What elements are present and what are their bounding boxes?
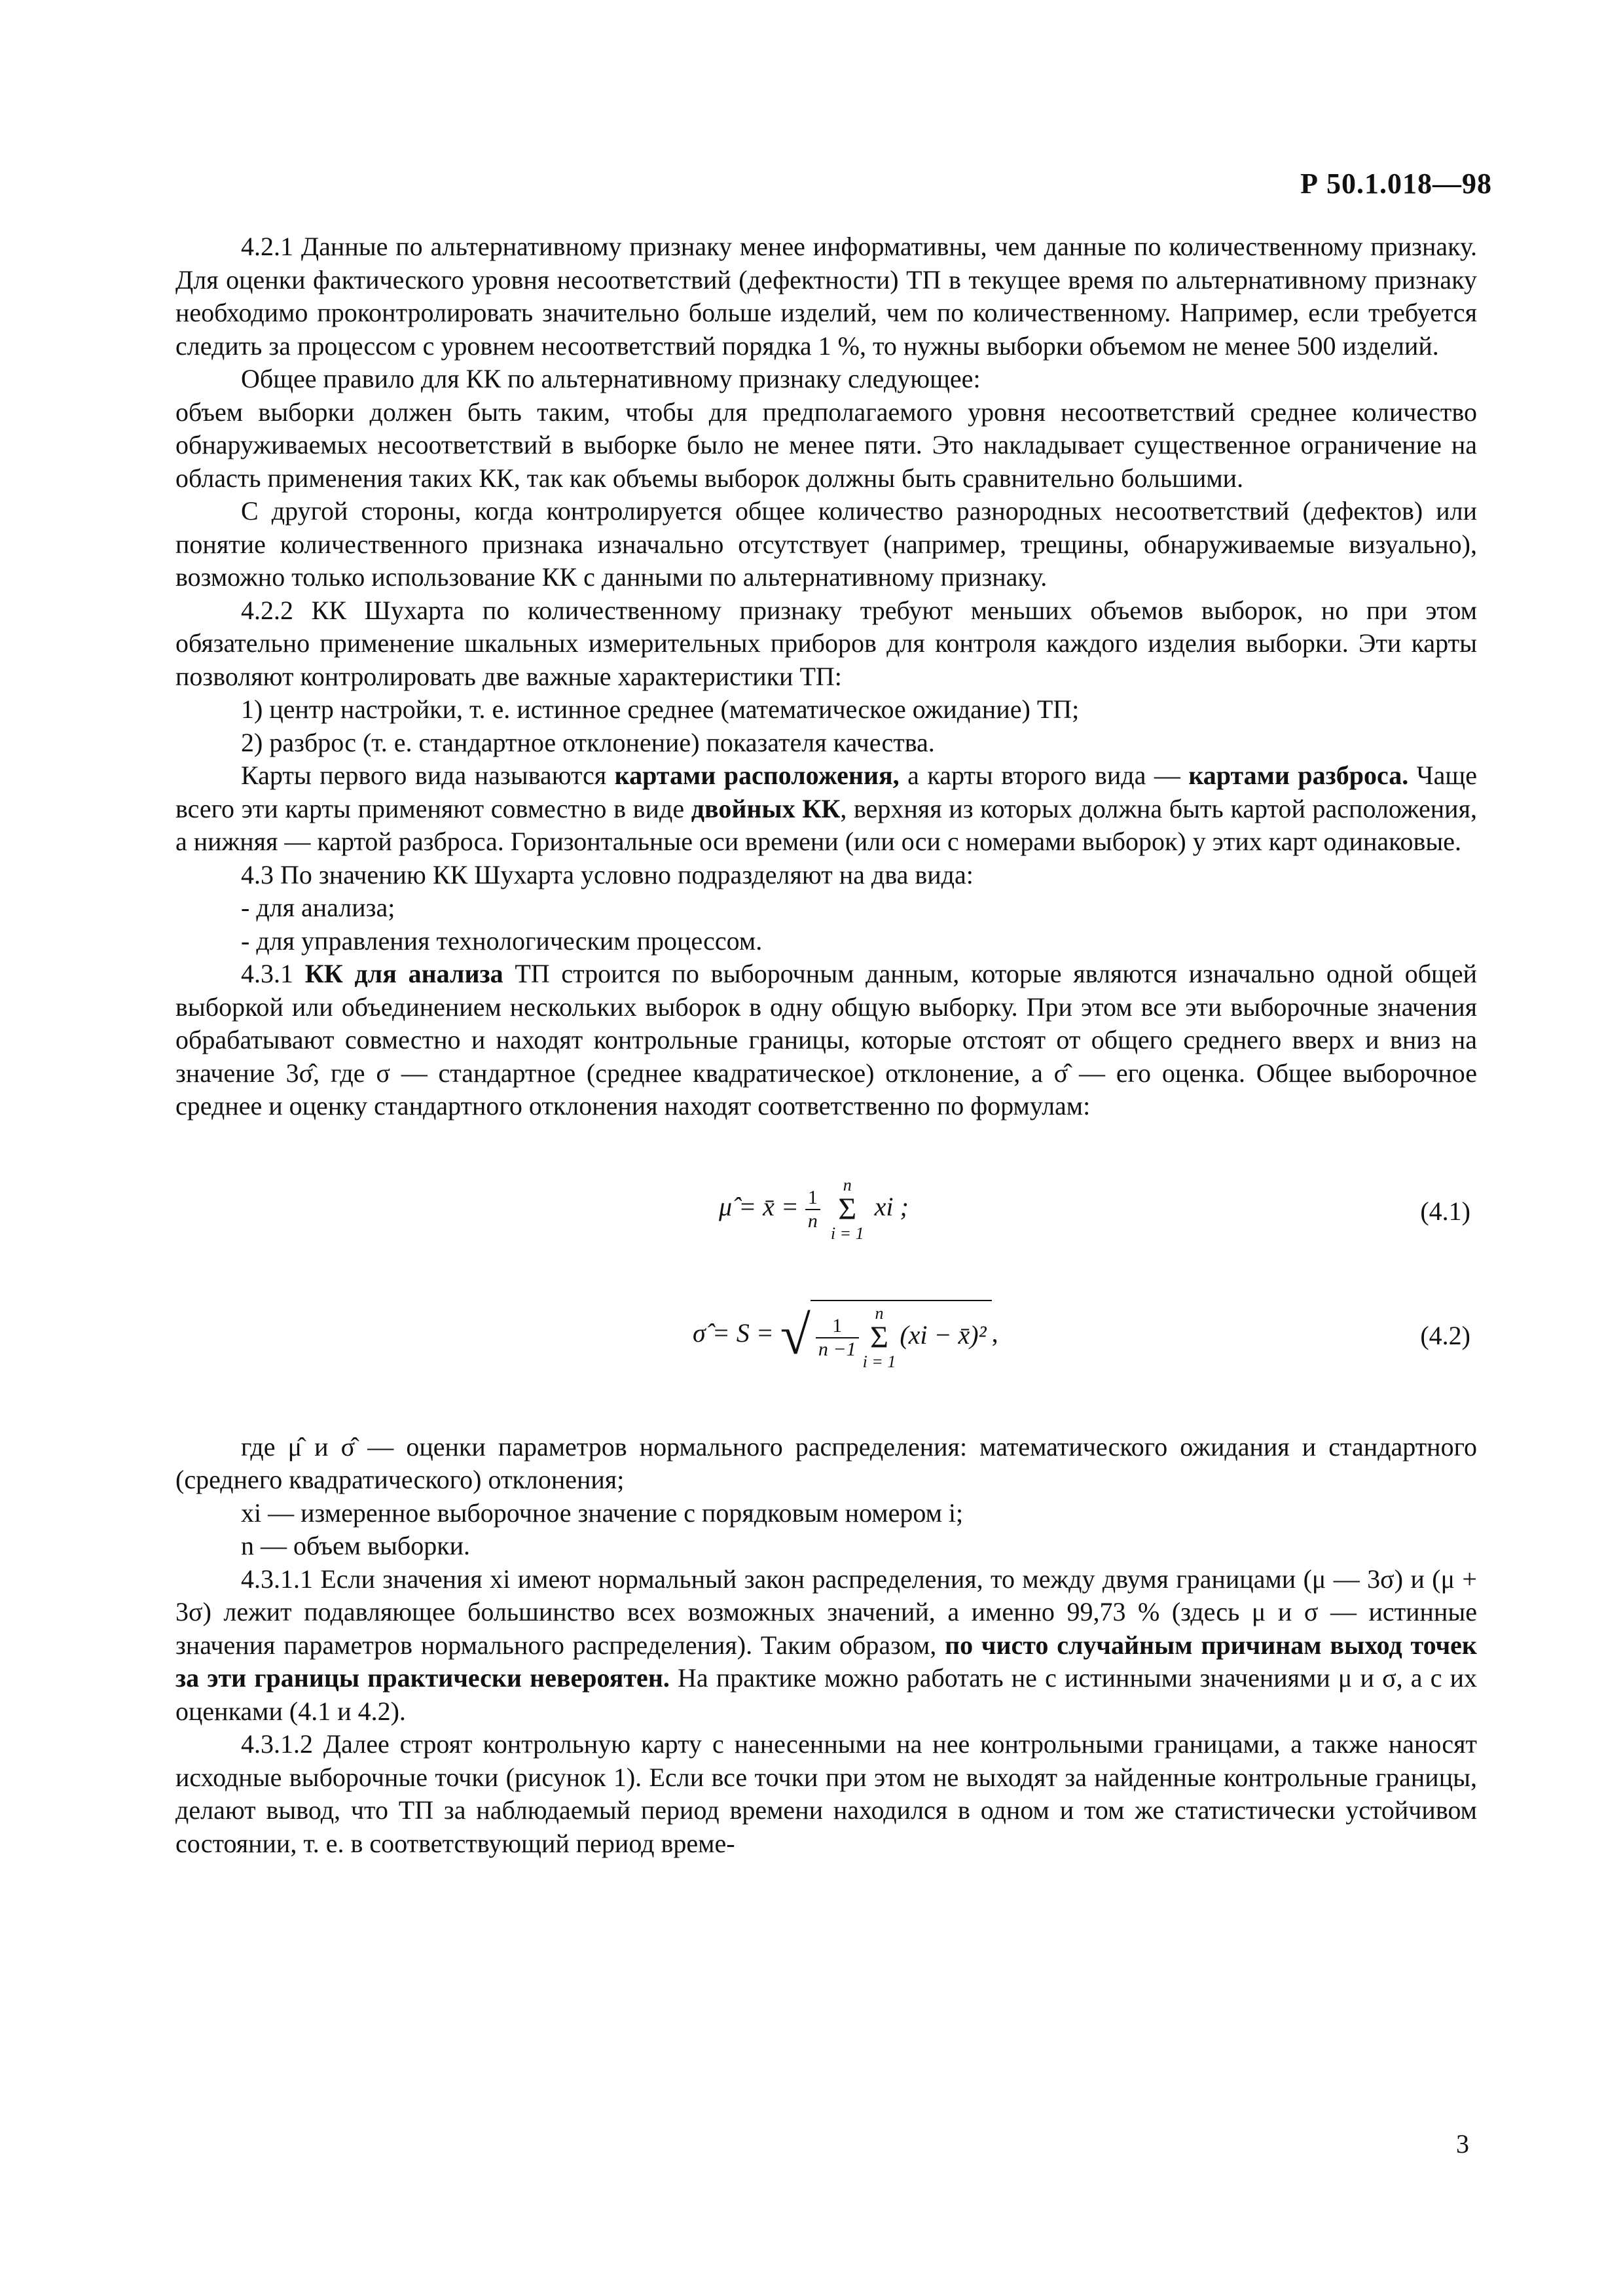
fraction (805, 1187, 820, 1232)
paragraph: объем выборки должен быть таким, чтобы для предполагаемого уровня несоответствий среднее количество обнаруживаемых несоответствий в выборке было не менее пяти. Это накладывает существенное ограничение на область применения таких КК, так как объемы выборок должны быть сравнительно большими. (175, 397, 1477, 493)
formula-lhs: σ̂ = S = (693, 1318, 774, 1348)
text-run: ТП строится по выборочным данным, которые являются изначально одной общей выборкой или объединением нескольких выборок в одну общую выборку. При этом все эти выборочные значения обрабатывают совместно и находят контрольные границы, которые отстоят от общего среднего вверх и вниз на значение 3σ̂, где σ — стандартное (среднее квадратическое) отклонение, а σ̂ — его оценка. Общее выборочное среднее и оценку стандартного отклонения находят соответственно по формулам: (175, 959, 1478, 1121)
fraction-numerator: 1 (805, 1187, 820, 1210)
text-run: Карты первого вида называются (241, 761, 615, 790)
paragraph (175, 958, 1477, 1123)
sigma-symbol: Σ (838, 1191, 857, 1227)
text-run: 4.3.1.1 Если значения xi имеют нормальный закон распределения, то между двумя границами (μ — 3σ) и (μ + 3σ) лежит подавляющее большинство всех возможных значений, а именно 99,73 % (здесь μ и σ — истинные значения параметров нормального распределения). Таким образом, (175, 1564, 1477, 1660)
bold-term: картами расположения, (614, 761, 900, 790)
sum-lower-limit: i = 1 (862, 1352, 896, 1371)
formula-expression (719, 1175, 909, 1244)
text-run: Чаще всего эти карты применяют совместно в виде (175, 761, 1477, 823)
paragraph: Общее правило для КК по альтернативному признаку следующее: (241, 364, 981, 393)
fraction-numerator: 1 (816, 1315, 859, 1338)
text-run: , верхняя из которых должна быть картой расположения, а нижняя — картой разброса. Горизонтальные оси времени (или оси с номерами выборок) у этих карт одинаковые. (175, 793, 1477, 856)
paragraph: где μ̂ и σ̂ — оценки параметров нормального распределения: математического ожидания и стандартного (среднего квадратического) отклонения; (175, 1431, 1477, 1494)
formula-4-2 (175, 1287, 1477, 1411)
list-item: 2) разброс (т. е. стандартное отклонение) показателя качества. (241, 727, 935, 757)
fraction-denominator: n (807, 1210, 818, 1232)
paragraph: 4.2.2 КК Шухарта по количественному признаку требуют меньших объемов выборок, но при этом обязательно применение шкальных измерительных приборов для контроля каждого изделия выборки. Эти карты позволяют контролировать две важные характеристики ТП: (175, 595, 1477, 691)
page-number: 3 (1456, 2129, 1469, 2159)
sigma-symbol: Σ (870, 1319, 888, 1355)
formula-number: (4.1) (1420, 1196, 1470, 1226)
summation (863, 1304, 896, 1372)
radical-sign: √ (780, 1304, 811, 1366)
text-run: 4.3.1 (241, 959, 305, 988)
paragraph: 4.3.1.2 Далее строят контрольную карту с нанесенными на нее контрольными границами, а также наносят исходные выборочные точки (рисунок 1). Если все точки при этом не выходят за найденные контрольные границы, делают вывод, что ТП за наблюдаемый период времени находился в одном и том же статистически устойчивом состоянии, т. е. в соответствующий период време- (175, 1729, 1477, 1858)
list-item: 1) центр настройки, т. е. истинное среднее (математическое ожидание) ТП; (241, 694, 1080, 724)
document-number: Р 50.1.018—98 (1300, 168, 1492, 200)
formula-term: (xi − x̄)² (900, 1319, 987, 1350)
sum-upper-limit: n (843, 1175, 852, 1194)
text-run: На практике можно работать не с истинными значениями μ и σ, а с их оценками (4.1 и 4.2). (175, 1663, 1478, 1726)
radicand (811, 1300, 992, 1372)
formula-term: xi ; (874, 1191, 909, 1221)
paragraph (175, 1563, 1477, 1729)
fraction (816, 1315, 859, 1361)
paragraph: 4.2.1 Данные по альтернативному признаку менее информативны, чем данные по количественному признаку. Для оценки фактического уровня несоответствий (дефектности) ТП в текущее время по альтернативному признаку необходимо проконтролировать значительно больше изделий, чем по количественному. Например, если требуется следить за процессом с уровнем несоответствий порядка 1 %, то нужны выборки объемом не менее 500 изделий. (175, 232, 1477, 361)
formula-tail: , (991, 1318, 998, 1348)
formula-lhs: μ̂ = x̄ = (719, 1191, 799, 1221)
fraction-denominator: n −1 (818, 1338, 856, 1360)
formula-expression (693, 1300, 998, 1372)
bold-term: двойных КК (691, 793, 841, 823)
definition-item: n — объем выборки. (241, 1531, 471, 1560)
document-body (175, 230, 1477, 1860)
definition-item: xi — измеренное выборочное значение с порядковым номером i; (241, 1498, 964, 1528)
list-item: - для анализа; (241, 893, 395, 922)
bold-term: по чисто случайным причинам выход точек за эти границы практически невероятен. (175, 1630, 1477, 1693)
paragraph (175, 759, 1477, 859)
bold-term: КК для анализа (304, 959, 503, 988)
sum-upper-limit: n (875, 1303, 884, 1323)
sum-lower-limit: i = 1 (830, 1223, 864, 1243)
formula-4-1 (175, 1162, 1477, 1267)
paragraph: С другой стороны, когда контролируется общее количество разнородных несоответствий (дефектов) или понятие количественного признака изначально отсутствует (например, трещины, обнаруживаемые визуально), возможно только использование КК с данными по альтернативному признаку. (175, 496, 1477, 592)
bold-term: картами разброса. (1188, 761, 1409, 790)
formula-number: (4.2) (1420, 1320, 1470, 1350)
text-run: а карты второго вида — (899, 761, 1189, 790)
summation (831, 1175, 864, 1244)
paragraph: 4.3 По значению КК Шухарта условно подразделяют на два вида: (241, 859, 974, 889)
list-item: - для управления технологическим процессом. (241, 925, 763, 956)
